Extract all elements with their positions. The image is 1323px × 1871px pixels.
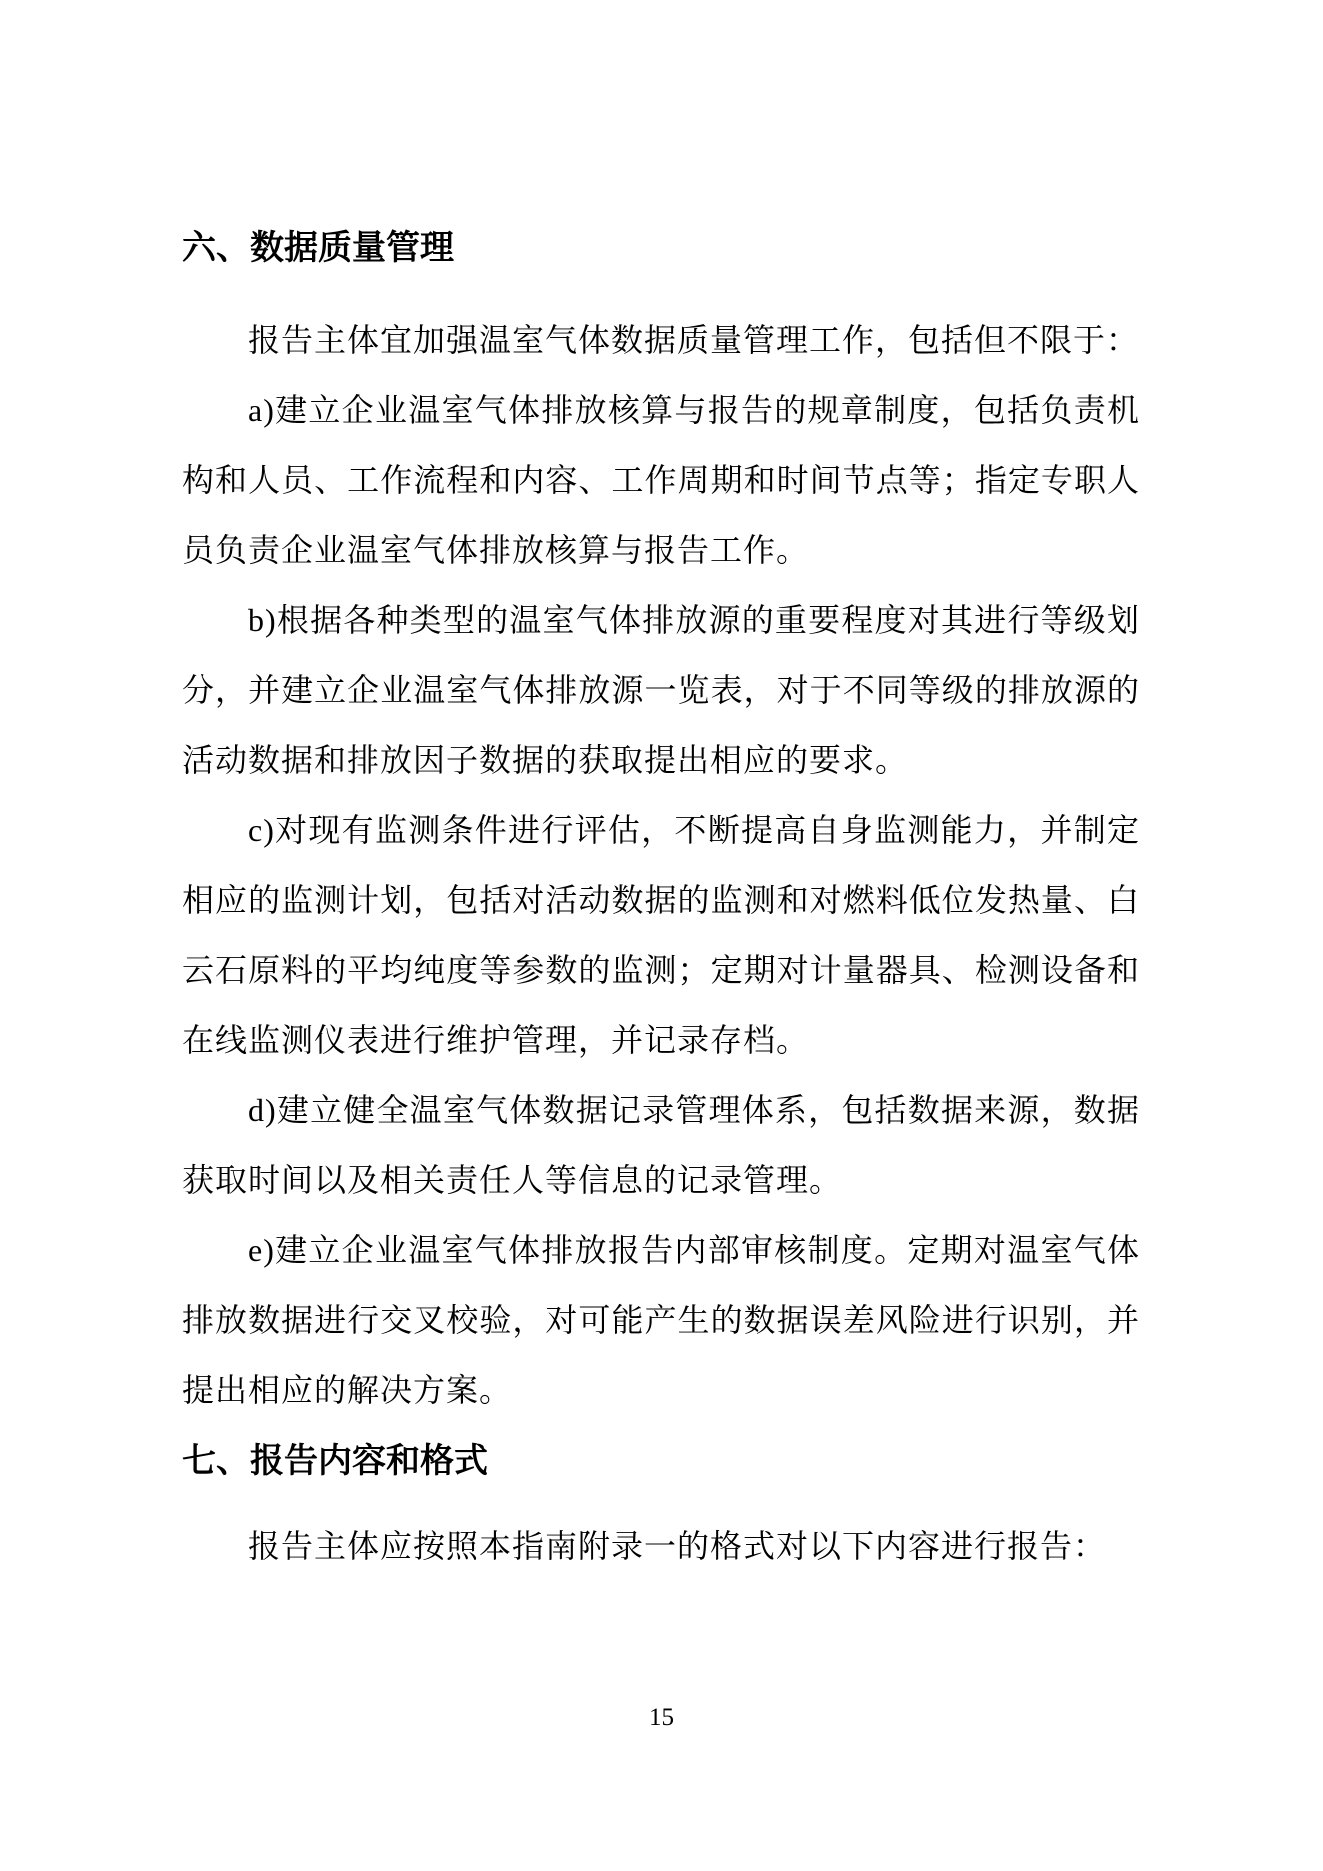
paragraph-item-e: e)建立企业温室气体排放报告内部审核制度。定期对温室气体排放数据进行交叉校验，对可能产生的数据误差风险进行识别，并提出相应的解决方案。 [182,1232,1140,1408]
paragraph-intro: 报告主体宜加强温室气体数据质量管理工作，包括但不限于： [248,322,1140,358]
section-heading-6: 六、数据质量管理 [182,229,454,267]
paragraph-item-d: d)建立健全温室气体数据记录管理体系，包括数据来源，数据获取时间以及相关责任人等信息的记录管理。 [182,1092,1140,1198]
section-6-body [182,305,1140,1425]
paragraph-item-b: b)根据各种类型的温室气体排放源的重要程度对其进行等级划分，并建立企业温室气体排放源一览表，对于不同等级的排放源的活动数据和排放因子数据的获取提出相应的要求。 [182,602,1140,778]
paragraph-item-c: c)对现有监测条件进行评估，不断提高自身监测能力，并制定相应的监测计划，包括对活动数据的监测和对燃料低位发热量、白云石原料的平均纯度等参数的监测；定期对计量器具、检测设备和在线监测仪表进行维护管理，并记录存档。 [182,812,1140,1058]
section-heading-7: 七、报告内容和格式 [182,1442,488,1480]
paragraph-item-a: a)建立企业温室气体排放核算与报告的规章制度，包括负责机构和人员、工作流程和内容、工作周期和时间节点等；指定专职人员负责企业温室气体排放核算与报告工作。 [182,392,1140,568]
paragraph-report-format: 报告主体应按照本指南附录一的格式对以下内容进行报告： [248,1528,1107,1564]
page-content [182,0,1140,1581]
page-number: 15 [649,1704,674,1731]
